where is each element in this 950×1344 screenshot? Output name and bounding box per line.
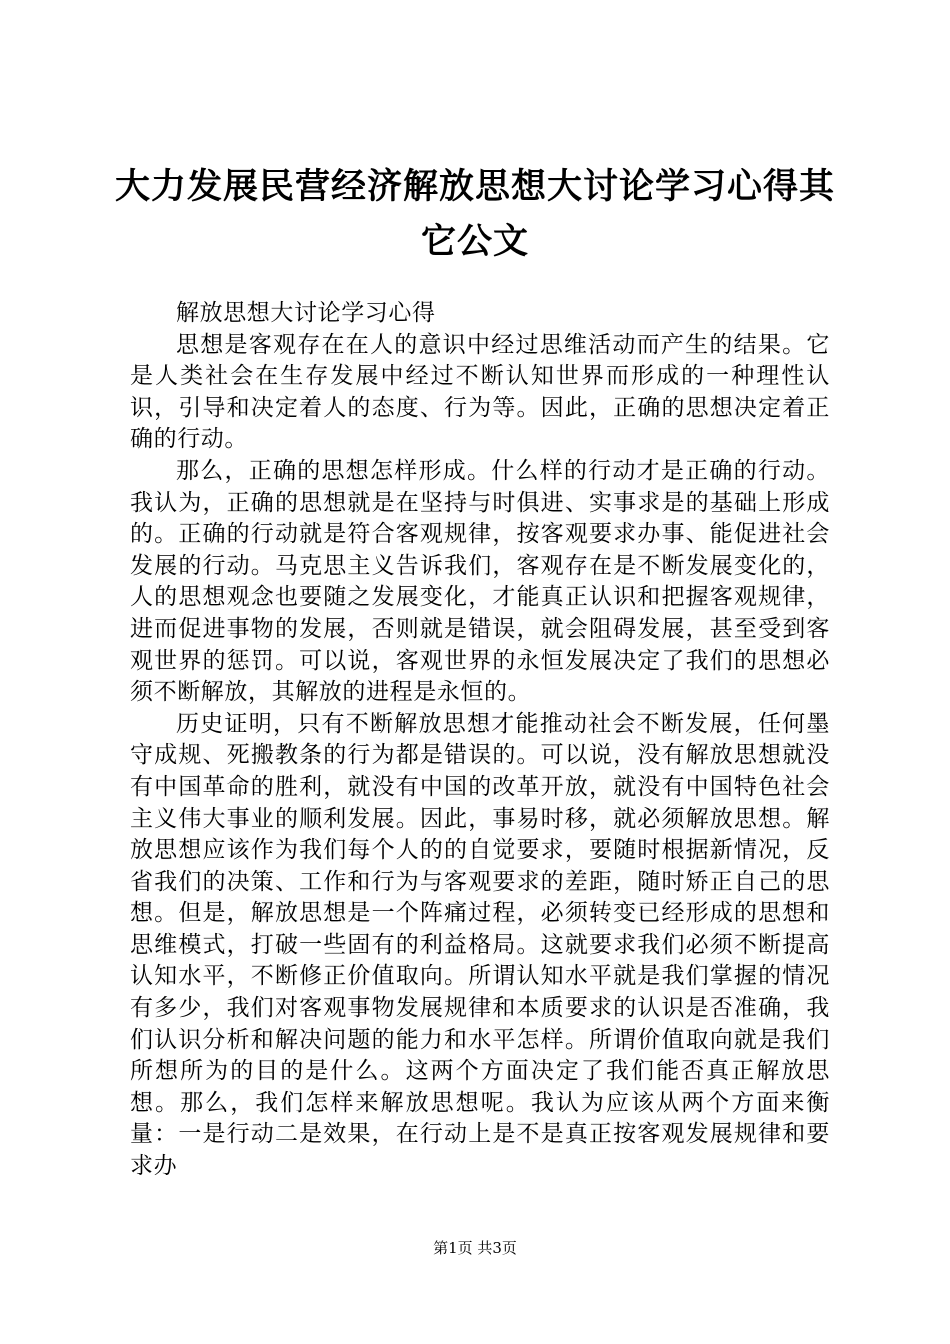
document-body <box>130 298 830 1183</box>
document-title: 大力发展民营经济解放思想大讨论学习心得其它公文 <box>114 167 835 262</box>
page-footer <box>0 1238 950 1258</box>
subtitle-paragraph: 解放思想大讨论学习心得 <box>176 300 436 326</box>
page-number: 第1页 共3页 <box>433 1239 517 1257</box>
body-paragraph: 历史证明，只有不断解放思想才能推动社会不断发展，任何墨守成规、死搬教条的行为都是错误的。可以说，没有解放思想就没有中国革命的胜利，就没有中国的改革开放，就没有中国特色社会主义伟大事业的顺利发展。因此，事易时移，就必须解放思想。解放思想应该作为我们每个人的的自觉要求，要随时根据新情况，反省我们的决策、工作和行为与客观要求的差距，随时矫正自己的思想。但是，解放思想是一个阵痛过程，必须转变已经形成的思想和思维模式，打破一些固有的利益格局。这就要求我们必须不断提高认知水平，不断修正价值取向。所谓认知水平就是我们掌握的情况有多少，我们对客观事物发展规律和本质要求的认识是否准确，我们认识分析和解决问题的能力和水平怎样。所谓价值取向就是我们所想所为的目的是什么。这两个方面决定了我们能否真正解放思想。那么，我们怎样来解放思想呢。我认为应该从两个方面来衡量：一是行动二是效果，在行动上是不是真正按客观发展规律和要求办 <box>130 710 830 1180</box>
body-paragraph: 思想是客观存在在人的意识中经过思维活动而产生的结果。它是人类社会在生存发展中经过不断认知世界而形成的一种理性认识，引导和决定着人的态度、行为等。因此，正确的思想决定着正确的行动。 <box>130 331 830 453</box>
body-paragraph: 那么，正确的思想怎样形成。什么样的行动才是正确的行动。我认为，正确的思想就是在坚持与时俱进、实事求是的基础上形成的。正确的行动就是符合客观规律，按客观要求办事、能促进社会发展的行动。马克思主义告诉我们，客观存在是不断发展变化的，人的思想观念也要随之发展变化，才能真正认识和把握客观规律，进而促进事物的发展，否则就是错误，就会阻碍发展，甚至受到客观世界的惩罚。可以说，客观世界的永恒发展决定了我们的思想必须不断解放，其解放的进程是永恒的。 <box>130 457 830 706</box>
